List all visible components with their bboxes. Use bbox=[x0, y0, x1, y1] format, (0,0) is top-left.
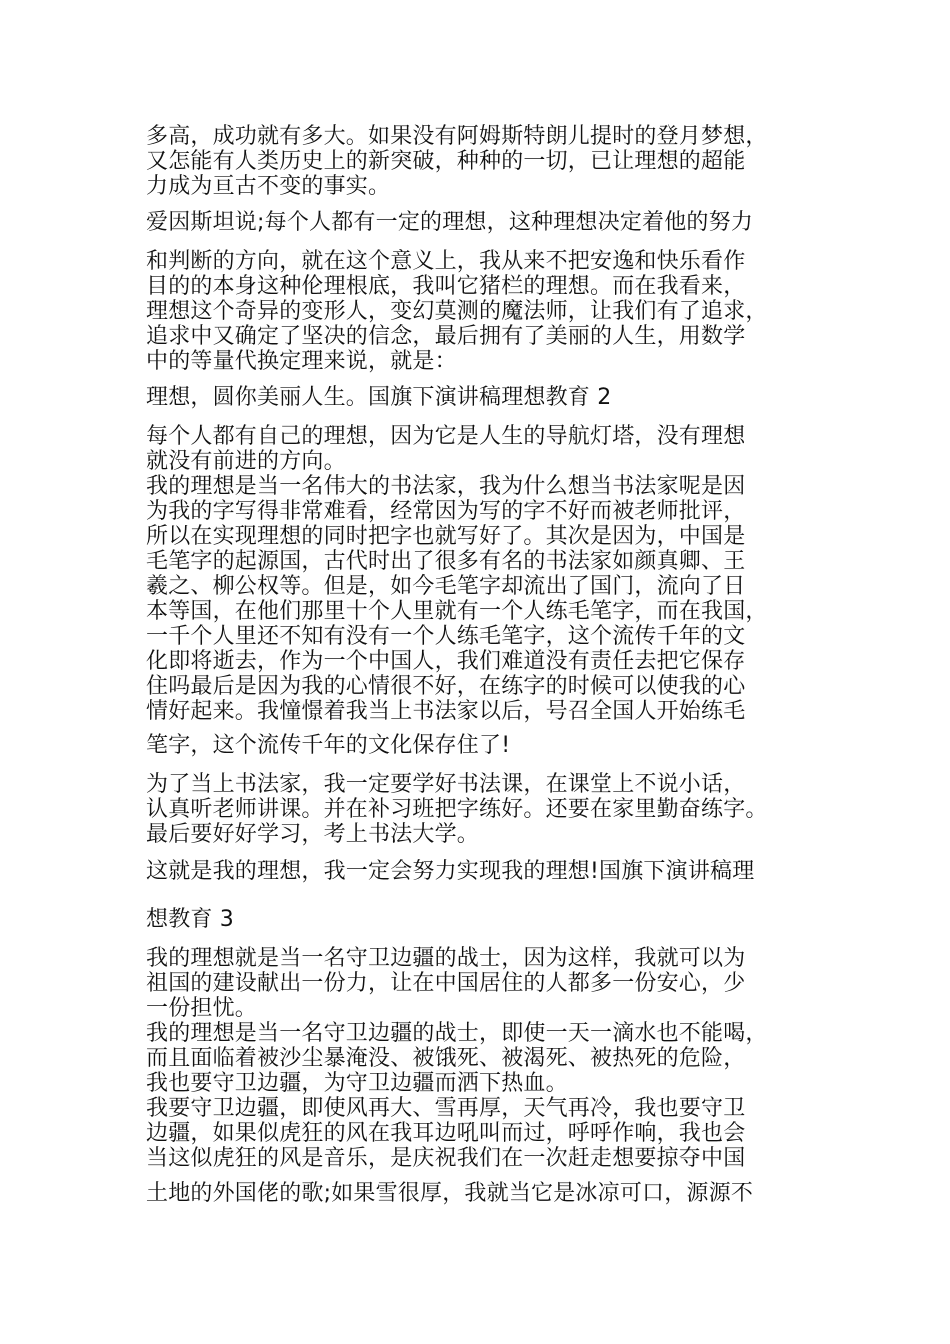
text-line: 中的等量代换定理来说，就是： bbox=[146, 349, 457, 374]
text-line: 理想，圆你美丽人生。国旗下演讲稿理想教育 2 bbox=[146, 385, 612, 410]
text-line: 情好起来。我憧憬着我当上书法家以后，号召全国人开始练毛 bbox=[146, 699, 746, 724]
text-line: 边疆，如果似虎狂的风在我耳边吼叫而过，呼呼作响，我也会 bbox=[146, 1121, 746, 1146]
text-line: 本等国，在他们那里十个人里就有一个人练毛笔字，而在我国， bbox=[146, 599, 768, 624]
text-line: 多高，成功就有多大。如果没有阿姆斯特朗儿提时的登月梦想， bbox=[146, 124, 768, 149]
text-line: 我的理想是当一名守卫边疆的战士，即使一天一滴水也不能喝， bbox=[146, 1021, 768, 1046]
text-line: 一份担忧。 bbox=[146, 996, 258, 1021]
text-line: 和判断的方向，就在这个意义上，我从来不把安逸和快乐看作 bbox=[146, 249, 746, 274]
text-line: 认真听老师讲课。并在补习班把字练好。还要在家里勤奋练字。 bbox=[146, 797, 768, 822]
text-line: 我要守卫边疆，即使风再大、雪再厚，天气再冷，我也要守卫 bbox=[146, 1096, 746, 1121]
paragraph-1 bbox=[146, 124, 846, 199]
text-line: 祖国的建设献出一份力，让在中国居住的人都多一份安心，少 bbox=[146, 971, 746, 996]
text-line: 每个人都有自己的理想，因为它是人生的导航灯塔，没有理想 bbox=[146, 424, 746, 449]
paragraph-5 bbox=[146, 424, 846, 724]
text-line: 我也要守卫边疆，为守卫边疆而洒下热血。 bbox=[146, 1071, 568, 1096]
text-line: 为我的字写得非常难看，经常因为写的字不好而被老师批评， bbox=[146, 499, 746, 524]
text-line: 羲之、柳公权等。但是，如今毛笔字却流出了国门，流向了日 bbox=[146, 574, 746, 599]
paragraph-7 bbox=[146, 772, 846, 847]
text-line: 目的的本身这种伦理根底，我叫它猪栏的理想。而在我看来， bbox=[146, 274, 746, 299]
text-line: 为了当上书法家，我一定要学好书法课，在课堂上不说小话， bbox=[146, 772, 746, 797]
text-line: 追求中又确定了坚决的信念，最后拥有了美丽的人生，用数学 bbox=[146, 324, 746, 349]
text-line: 所以在实现理想的同时把字也就写好了。其次是因为，中国是 bbox=[146, 524, 746, 549]
text-line: 力成为亘古不变的事实。 bbox=[146, 174, 391, 199]
text-line: 一千个人里还不知有没有一个人练毛笔字，这个流传千年的文 bbox=[146, 624, 746, 649]
text-line: 当这似虎狂的风是音乐，是庆祝我们在一次赶走想要掠夺中国 bbox=[146, 1146, 746, 1171]
text-line: 爱因斯坦说;每个人都有一定的理想，这种理想决定着他的努力 bbox=[146, 210, 754, 235]
text-line: 住吗最后是因为我的心情很不好，在练字的时候可以使我的心 bbox=[146, 674, 746, 699]
text-line: 我的理想是当一名伟大的书法家，我为什么想当书法家呢是因 bbox=[146, 474, 746, 499]
text-line: 理想这个奇异的变形人，变幻莫测的魔法师，让我们有了追求， bbox=[146, 299, 768, 324]
text-line: 毛笔字的起源国，古代时出了很多有名的书法家如颜真卿、王 bbox=[146, 549, 746, 574]
text-line: 就没有前进的方向。 bbox=[146, 449, 346, 474]
paragraph-10 bbox=[146, 946, 846, 1171]
paragraph-2 bbox=[146, 210, 846, 235]
text-line: 这就是我的理想，我一定会努力实现我的理想!国旗下演讲稿理 bbox=[146, 859, 755, 884]
text-line: 而且面临着被沙尘暴淹没、被饿死、被渴死、被热死的危险， bbox=[146, 1046, 746, 1071]
paragraph-8 bbox=[146, 859, 846, 884]
paragraph-4 bbox=[146, 385, 846, 410]
text-line: 化即将逝去，作为一个中国人，我们难道没有责任去把它保存 bbox=[146, 649, 746, 674]
text-line: 想教育 3 bbox=[146, 907, 234, 932]
paragraph-11 bbox=[146, 1181, 846, 1206]
text-line: 最后要好好学习，考上书法大学。 bbox=[146, 822, 480, 847]
text-line: 又怎能有人类历史上的新突破，种种的一切，已让理想的超能 bbox=[146, 149, 746, 174]
text-line: 笔字，这个流传千年的文化保存住了! bbox=[146, 733, 511, 758]
paragraph-9 bbox=[146, 907, 846, 932]
text-line: 我的理想就是当一名守卫边疆的战士，因为这样，我就可以为 bbox=[146, 946, 746, 971]
paragraph-3 bbox=[146, 249, 846, 374]
text-line: 土地的外国佬的歌;如果雪很厚，我就当它是冰凉可口，源源不 bbox=[146, 1181, 754, 1206]
paragraph-6 bbox=[146, 733, 846, 758]
